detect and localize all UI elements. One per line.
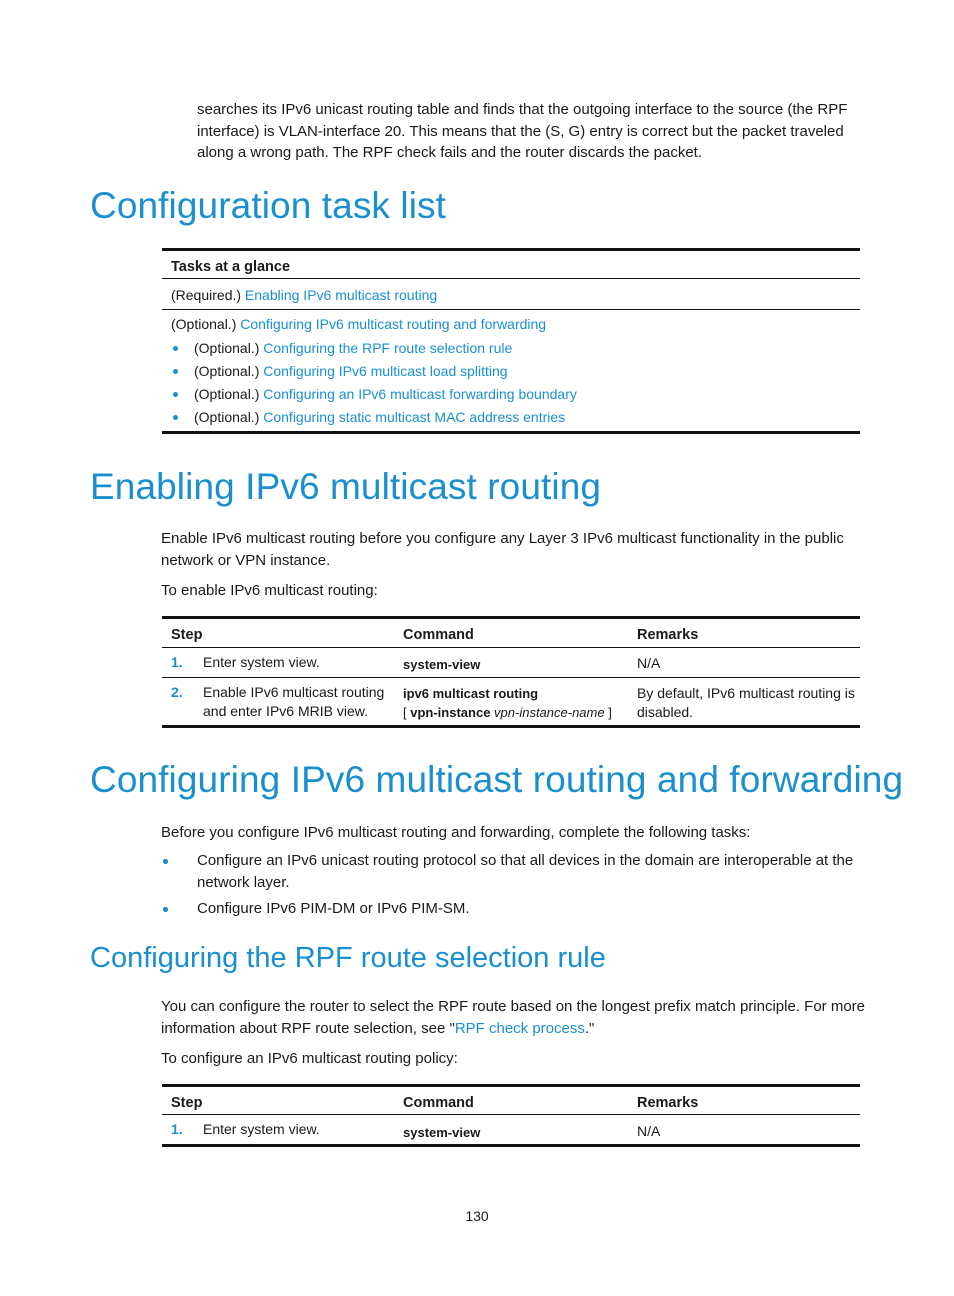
bullet-item (197, 850, 867, 893)
table-rule (162, 1144, 860, 1147)
section-title-rpf-rule: Configuring the RPF route selection rule (90, 942, 606, 974)
task-prefix: (Optional.) (194, 363, 260, 379)
table-rule (162, 647, 860, 648)
table-rule (162, 616, 860, 619)
bullet-icon (163, 859, 168, 864)
remarks-text: N/A (637, 1123, 661, 1139)
intro-line: interface) is VLAN-interface 20. This means that the (S, G) entry is correct but the packet traveled (197, 122, 844, 140)
task-prefix: (Required.) (171, 287, 242, 303)
task-prefix: (Optional.) (194, 340, 260, 356)
para-line: You can configure the router to select the RPF route based on the longest prefix match principle. For more (161, 998, 865, 1015)
command-text: system-view (403, 1125, 481, 1140)
page-number: 130 (465, 1208, 489, 1224)
section-title-routing-forwarding: Configuring IPv6 multicast routing and forwarding (90, 759, 904, 800)
syntax-bracket: ] (604, 705, 612, 720)
para-line: Enable IPv6 multicast routing before you configure any Layer 3 IPv6 multicast functionality in the public (161, 530, 844, 547)
table-rule (162, 1084, 860, 1087)
link-forwarding-boundary[interactable]: Configuring an IPv6 multicast forwarding boundary (263, 386, 577, 402)
step-number: 2. (171, 684, 183, 700)
intro-line: searches its IPv6 unicast routing table and finds that the outgoing interface to the source (the RPF (197, 101, 848, 118)
command-syntax (403, 703, 612, 722)
syntax-bracket: [ (403, 705, 411, 720)
task-prefix: (Optional.) (171, 316, 237, 332)
remarks-text: disabled. (637, 704, 694, 720)
task-subitem (194, 362, 508, 381)
rpf-steps-table (162, 1084, 860, 1148)
column-header-remarks: Remarks (637, 1095, 699, 1111)
link-load-splitting[interactable]: Configuring IPv6 multicast load splitting (263, 363, 508, 379)
rpf-paragraph (161, 996, 866, 1039)
table-rule (162, 278, 860, 279)
bullet-line: Configure IPv6 PIM-DM or IPv6 PIM-SM. (197, 900, 470, 917)
link-rpf-check-process[interactable]: RPF check process (454, 1019, 585, 1037)
table-rule (162, 725, 860, 728)
para-line (161, 1018, 866, 1040)
column-header-step: Step (171, 1095, 203, 1111)
para-line: network or VPN instance. (161, 551, 331, 569)
enabling-lead: To enable IPv6 multicast routing: (161, 582, 378, 599)
step-number: 1. (171, 1121, 183, 1137)
para-text: ." (584, 1019, 595, 1037)
section-title-task-list: Configuration task list (90, 185, 447, 226)
task-subitem (194, 408, 565, 427)
table-rule (162, 431, 860, 434)
intro-paragraph (197, 99, 867, 164)
link-configuring-routing-and-forwarding[interactable]: Configuring IPv6 multicast routing and forwarding (240, 316, 547, 332)
bullet-icon (173, 369, 178, 374)
routing-forwarding-paragraph: Before you configure IPv6 multicast routing and forwarding, complete the following tasks: (161, 824, 751, 841)
task-subitem (194, 385, 577, 404)
step-description: and enter IPv6 MRIB view. (203, 703, 368, 719)
table-rule (162, 309, 860, 310)
task-row-required (171, 286, 437, 305)
rpf-lead: To configure an IPv6 multicast routing policy: (161, 1050, 458, 1067)
link-static-mac-entries[interactable]: Configuring static multicast MAC address entries (263, 409, 566, 425)
link-rpf-route-selection-rule[interactable]: Configuring the RPF route selection rule (263, 340, 513, 356)
task-list-table (162, 248, 860, 434)
table-rule (162, 677, 860, 678)
remarks-text: By default, IPv6 multicast routing is (637, 685, 855, 701)
column-header-step: Step (171, 627, 203, 643)
bullet-icon (163, 907, 168, 912)
task-prefix: (Optional.) (194, 386, 260, 402)
remarks-text: N/A (637, 655, 661, 671)
column-header-command: Command (403, 1095, 474, 1111)
link-enabling-ipv6-multicast-routing[interactable]: Enabling IPv6 multicast routing (244, 287, 438, 303)
bullet-icon (173, 415, 178, 420)
command-text: ipv6 multicast routing (403, 686, 539, 701)
step-description: Enter system view. (203, 654, 320, 670)
bullet-icon (173, 346, 178, 351)
bullet-icon (173, 392, 178, 397)
task-row-optional (171, 315, 546, 334)
task-prefix: (Optional.) (194, 409, 260, 425)
table-rule (162, 248, 860, 251)
bullet-line: network layer. (197, 873, 290, 891)
bullet-item (197, 898, 470, 920)
table-header: Tasks at a glance (171, 259, 291, 275)
step-number: 1. (171, 654, 183, 670)
step-description: Enter system view. (203, 1121, 320, 1137)
enabling-steps-table (162, 616, 860, 728)
step-description: Enable IPv6 multicast routing (203, 684, 385, 700)
column-header-command: Command (403, 627, 474, 643)
syntax-argument: vpn-instance-name (490, 705, 605, 720)
syntax-keyword: vpn-instance (410, 705, 491, 720)
table-rule (162, 1114, 860, 1115)
bullet-line: Configure an IPv6 unicast routing protocol so that all devices in the domain are interoperable at the (197, 852, 854, 869)
enabling-paragraph (161, 528, 866, 571)
task-subitem (194, 339, 512, 358)
column-header-remarks: Remarks (637, 627, 699, 643)
command-text: system-view (403, 657, 481, 672)
para-text: information about RPF route selection, see " (161, 1019, 455, 1037)
intro-line: along a wrong path. The RPF check fails and the router discards the packet. (197, 144, 703, 161)
section-title-enabling: Enabling IPv6 multicast routing (90, 466, 602, 507)
